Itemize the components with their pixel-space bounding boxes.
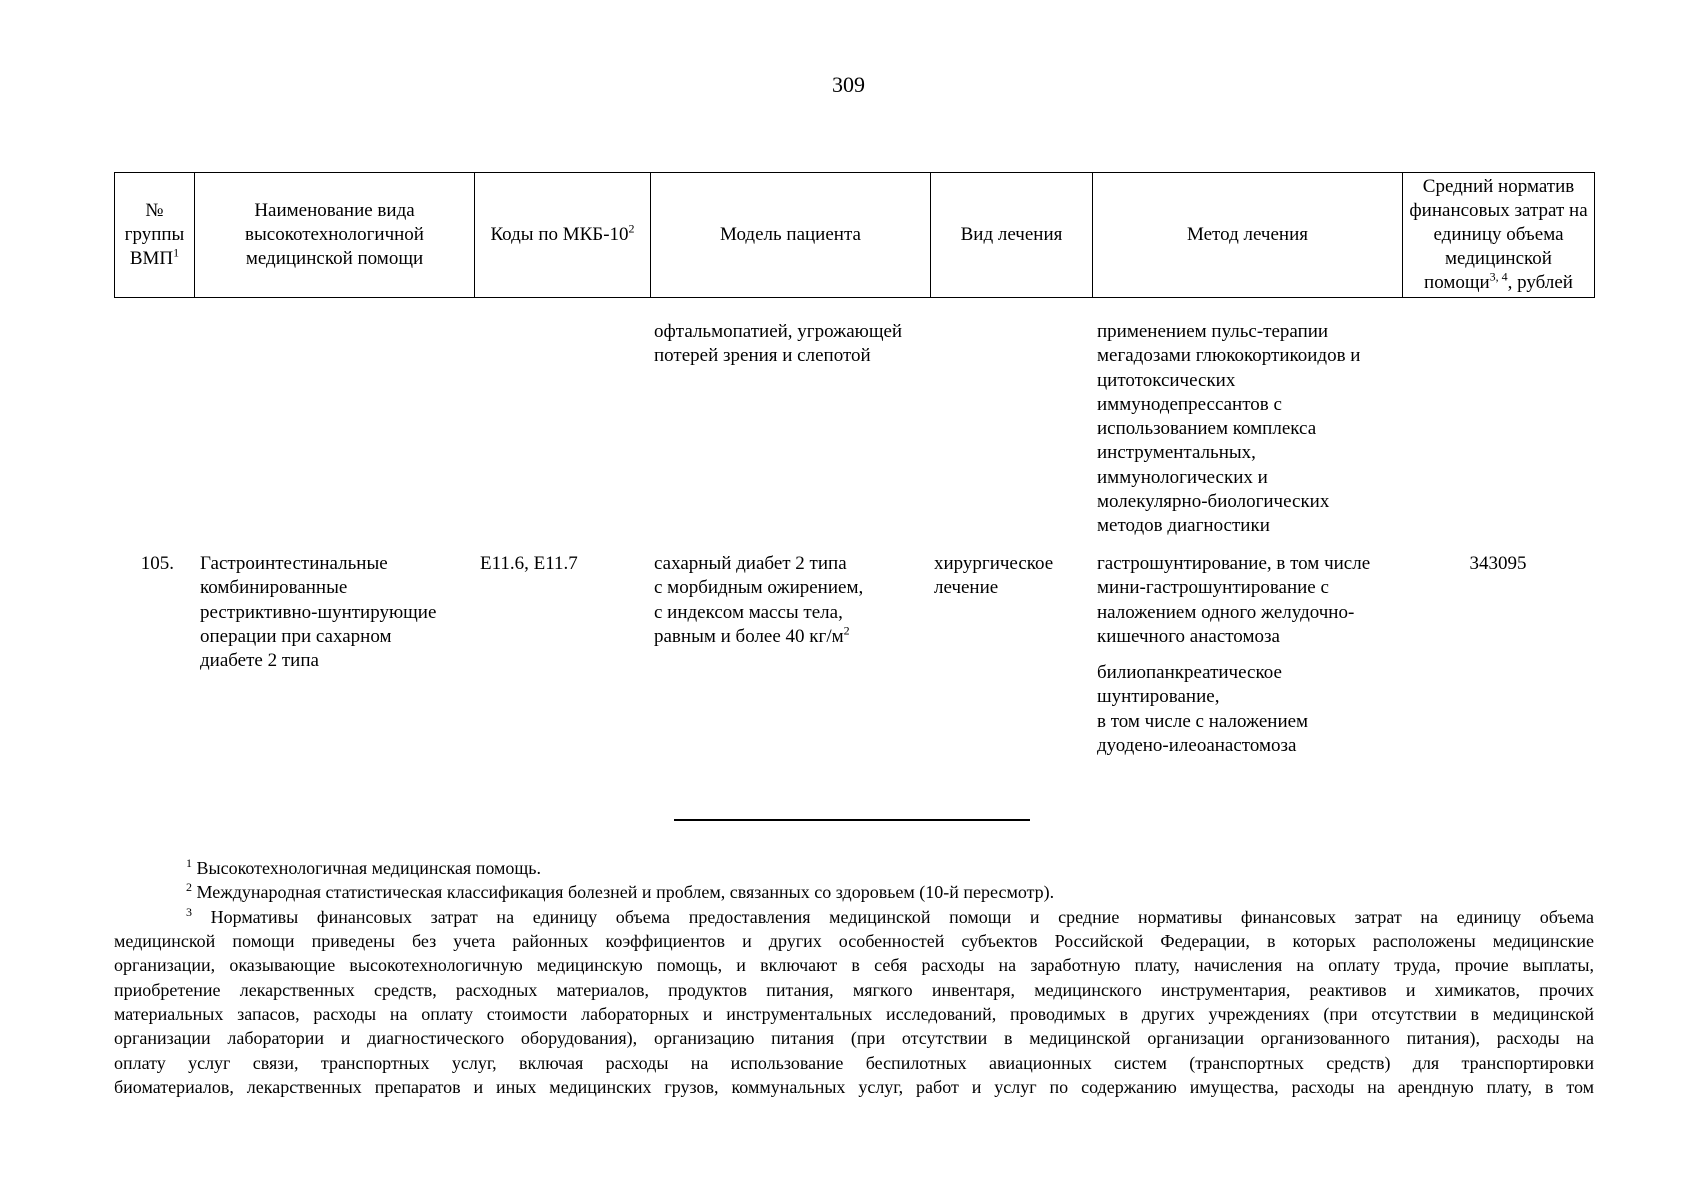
footnote-3-line-8: биоматериалов, лекарственных препаратов и иных медицинских грузов, коммунальных услуг, работ и услуг по содержанию имущества, расходы на арендную плату, в том	[114, 1077, 1594, 1097]
row-patient-model: сахарный диабет 2 типа с морбидным ожирением, с индексом массы тела, равным и более 40 $кг/м^2$	[654, 553, 864, 647]
row-treatment-method-1: гастрошунтирование, в том числе мини-гастрошунтирование с наложением одного желудочно- кишечного анастомоза	[1097, 553, 1371, 647]
header-group-number: № группы ВМП$^1$	[115, 173, 195, 298]
footnote-3-line-3: организации, оказывающие высокотехнологичную медицинскую помощь, и включают в себя расходы на заработную плату, начисления на оплату труда, прочие выплаты,	[114, 955, 1594, 975]
header-treatment-type: Вид лечения	[931, 173, 1093, 298]
header-average-cost: Средний норматив финансовых затрат на единицу объема медицинской помощи$^{3, 4}$, рублей	[1403, 173, 1595, 298]
row-treatment-method-2: билиопанкреатическое шунтирование, в том числе с наложением дуодено-илеоанастомоза	[1097, 662, 1309, 756]
footnote-3-line-7: оплату услуг связи, транспортных услуг, включая расходы на использование беспилотных авиационных систем (транспортных средств) для транспортировки	[114, 1053, 1594, 1073]
row-treatment-type: хирургическое лечение	[934, 553, 1054, 599]
header-icd-codes: Коды по МКБ-$10^2$	[475, 173, 651, 298]
footnote-1: $^1$ Высокотехнологичная медицинская помощь.	[186, 856, 541, 878]
footnote-3-line-5: материальных запасов, расходы на оплату стоимости лабораторных и инструментальных исследований, проводимых в других учреждениях (при отсутствии в медицинской	[114, 1004, 1594, 1024]
continued-patient-model: офтальмопатией, угрожающей потерей зрения и слепотой	[654, 321, 903, 367]
header-treatment-method: Метод лечения	[1093, 173, 1403, 298]
row-average-cost: 343095	[1469, 553, 1527, 574]
footnote-3-line-2: медицинской помощи приведены без учета районных коэффициентов и других особенностей субъектов Российской Федерации, в которых расположены медицинские	[114, 931, 1594, 951]
table-header	[114, 172, 1595, 298]
footnote-3-line-1: $^3$ Нормативы финансовых затрат на единицу объема предоставления медицинской помощи и средние нормативы финансовых затрат на единицу объема	[186, 905, 1595, 927]
row-icd-codes: E11.6, E11.7	[480, 553, 578, 574]
footnote-3-line-6: организации лаборатории и диагностического оборудования), организацию питания (при отсутствии в медицинской организации организованного питания), расходы на	[114, 1028, 1594, 1048]
continued-treatment-method: применением пульс-терапии мегадозами глюкокортикоидов и цитотоксических иммунодепрессантов с использованием комплекса инструментальных, иммунологических и молекулярно-биологических методов диагностики	[1097, 321, 1361, 537]
footnote-separator	[674, 819, 1030, 821]
page-number: 309	[832, 72, 865, 97]
footnote-3-line-4: приобретение лекарственных средств, расходных материалов, продуктов питания, мягкого инвентаря, медицинского инструментария, реактивов и химикатов, прочих	[114, 980, 1594, 1000]
footnote-2: $^2$ Международная статистическая классификация болезней и проблем, связанных со здоровьем (10-й пересмотр).	[186, 880, 1055, 902]
row-care-type: Гастроинтестинальные комбинированные рестриктивно-шунтирующие операции при сахарном диабете 2 типа	[200, 553, 437, 672]
header-patient-model: Модель пациента	[651, 173, 931, 298]
header-care-type: Наименование вида высокотехнологичной медицинской помощи	[195, 173, 475, 298]
row-number: 105.	[140, 553, 174, 574]
